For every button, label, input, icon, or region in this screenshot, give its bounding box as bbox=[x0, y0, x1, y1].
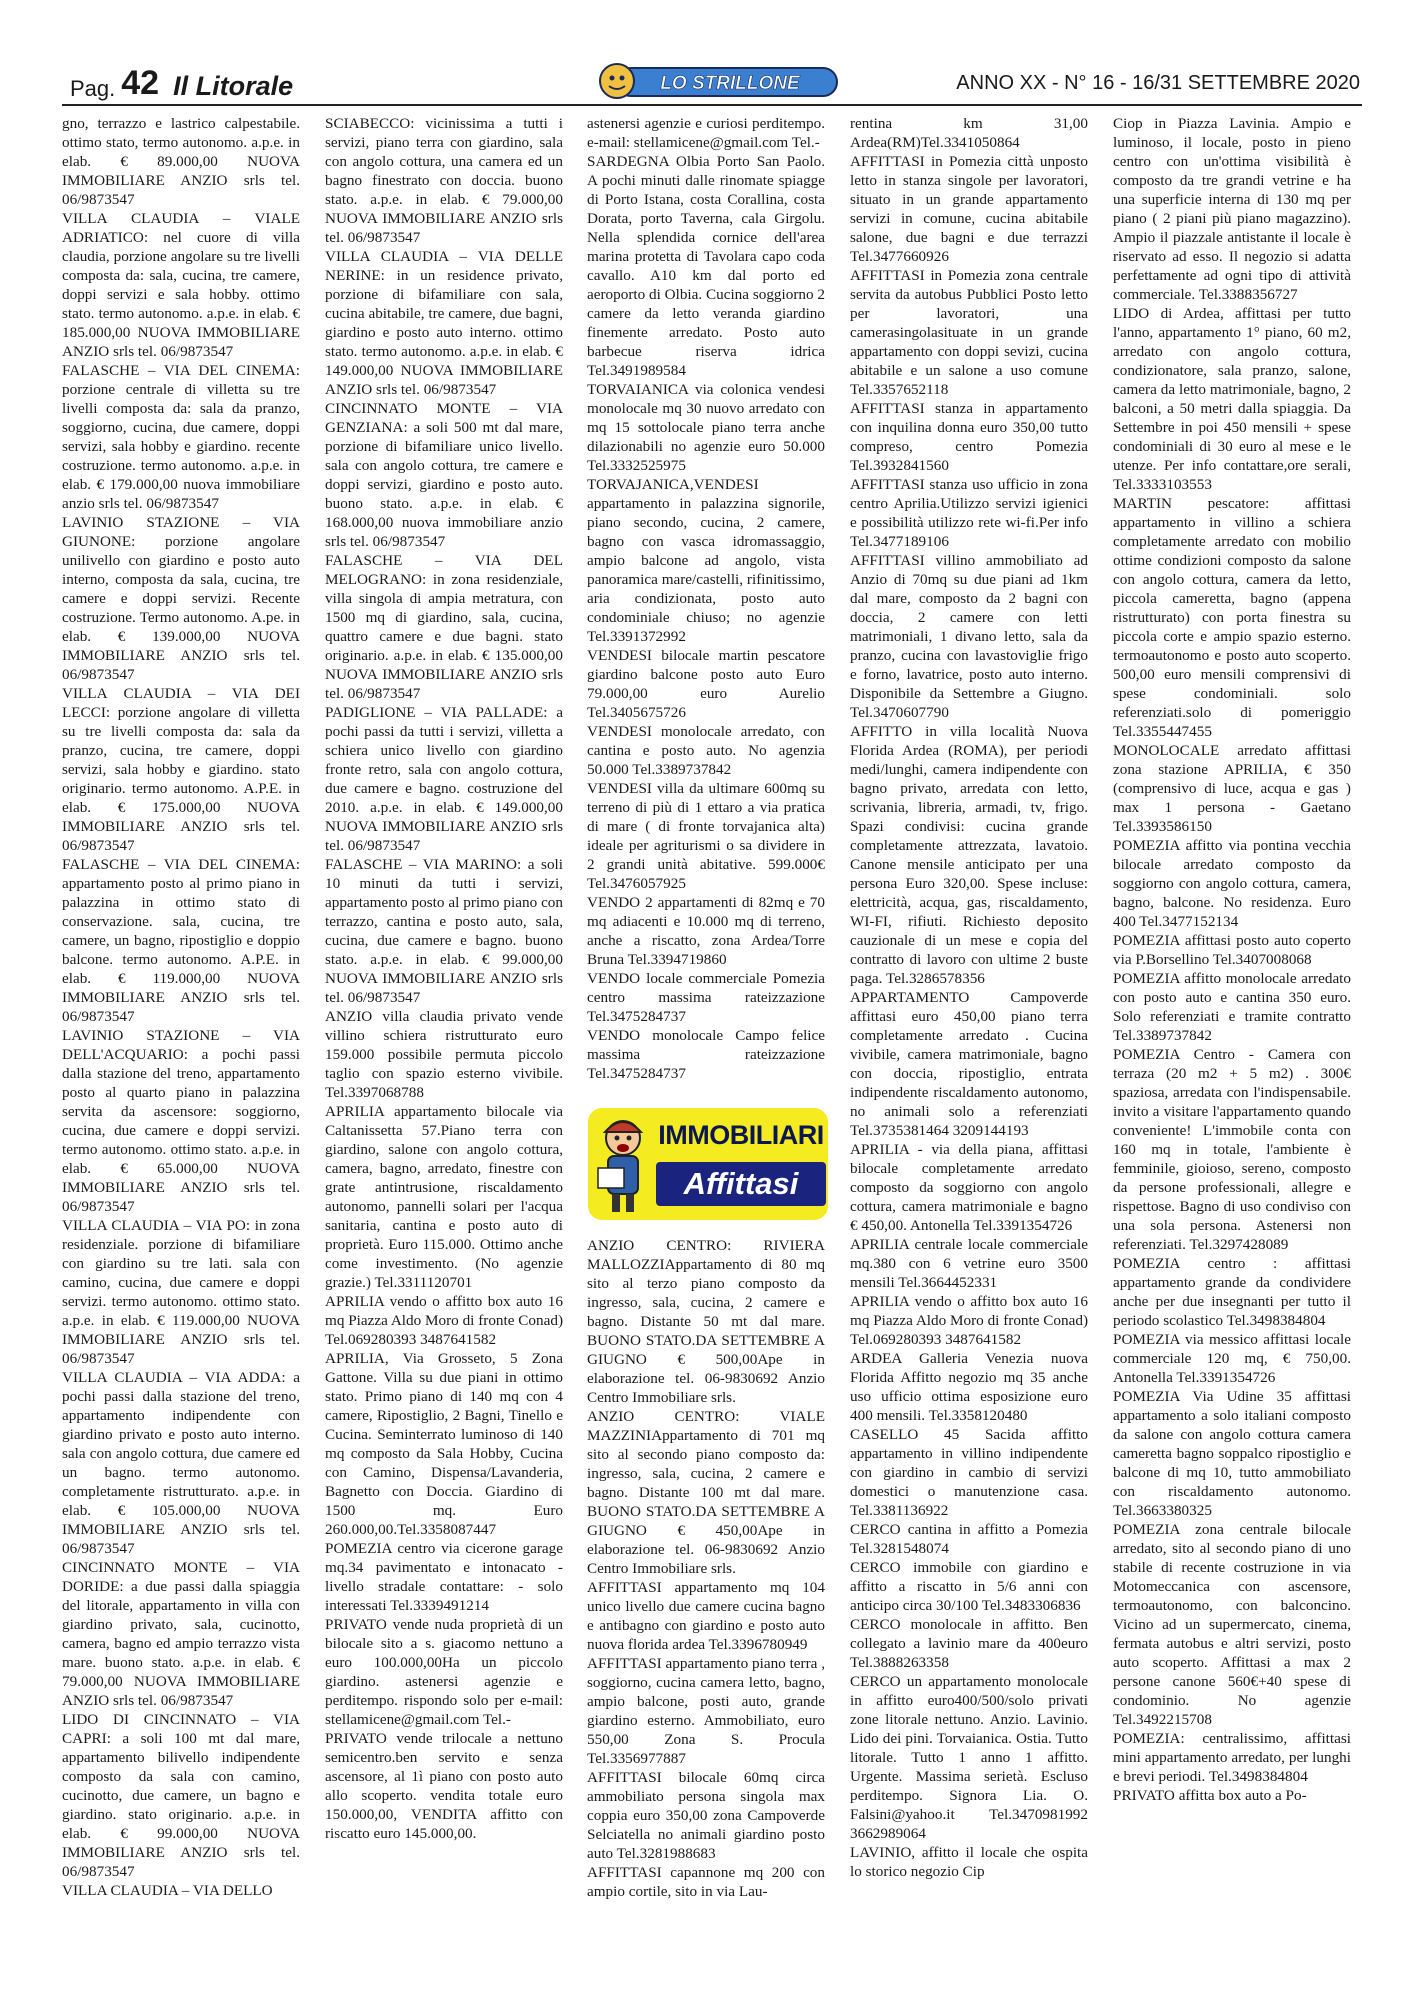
page-label: Pag. bbox=[70, 76, 116, 101]
classified-ad: TORVAJANICA,VENDESI appartamento in palazzina signorile, piano secondo, cucina, 2 camere, bagno con vasca idromassaggio, ampio balcone ad angolo, vista panoramica mare/castelli, rifinitissimo, aria condizionata, posto auto condominiale chiuso; no agenzie Tel.3391372992 bbox=[587, 476, 825, 645]
classified-ad: POMEZIA centro : affittasi appartamento grande da condividere anche per due insegnanti per tutto il periodo scolastico Tel.3498384804 bbox=[1113, 1255, 1351, 1329]
page-header bbox=[70, 62, 1360, 100]
classified-ad: ARDEA Galleria Venezia nuova Florida Affitto negozio mq 35 anche uso ufficio ottima esposizione euro 400 mensili. Tel.3358120480 bbox=[850, 1350, 1088, 1424]
column-4 bbox=[850, 114, 1088, 1881]
classified-ad: APRILIA - via della piana, affittasi bilocale completamente arredato composto da soggiorno con angolo cottura, camera matrimoniale e bagno € 450,00. Antonella Tel.3391354726 bbox=[850, 1141, 1088, 1234]
classified-ad: ANZIO CENTRO: RIVIERA MALLOZZIAppartamento di 80 mq sito al terzo piano composto da ingresso, sala, cucina, 2 camere e bagno. Distante 50 mt dal mare. BUONO STATO.DA SETTEMBRE A GIUGNO € 500,00Ape in elaborazione tel. 06-9830692 Anzio Centro Immobiliare srls. bbox=[587, 1237, 825, 1406]
classified-ad: AFFITTASI villino ammobiliato ad Anzio di 70mq su due piani ad 1km dal mare, composto da 2 bagni con doccia, 2 camere con letti matrimoniali, 1 divano letto, sala da pranzo, cucina con lavastoviglie frigo e forno, lavatrice, posto auto interno. Disponibile da Settembre a Giugno. Tel.3470607790 bbox=[850, 552, 1088, 721]
page-header-left bbox=[70, 62, 293, 100]
classified-ad: Ciop in Piazza Lavinia. Ampio e luminoso, il locale, posto in pieno centro con un'ottima visibilità è composto da tre grandi vetrine e ha una superficie interna di 130 mq per piano ( 2 piani più piano magazzino). Ampio il piazzale antistante il locale è riservato ad esso. Il negozio si adatta perfettamente ad ogni tipo di attività commerciale. Tel.3388356727 bbox=[1113, 115, 1351, 303]
publication-name: Il Litorale bbox=[173, 71, 294, 101]
classified-ad: CERCO monolocale in affitto. Ben collegato a lavinio mare da 400euro Tel.3888263358 bbox=[850, 1616, 1088, 1671]
classified-ad: AFFITTO in villa località Nuova Florida Ardea (ROMA), per periodi medi/lunghi, camera indipendente con bagno privato, arredata con letto, scrivania, libreria, armadi, tv, frigo. Spazi condivisi: cucina grande completamente attrezzata, lavatoio. Canone mensile anticipato per una persona Euro 320,00. Spese incluse: elettricità, acqua, gas, riscaldamento, WI-FI, rifiuti. Richiesto deposito cauzionale di un mese e copia del contratto di lavoro con ultime 2 buste paga. Tel.3286578356 bbox=[850, 723, 1088, 987]
classified-ad: POMEZIA Centro - Camera con terraza (20 m2 + 5 m2) . 300€ spaziosa, arredata con l'indispensabile. invito a visitare l'appartamento quando conveniente! L'immobile conta con 160 mq in totale, l'ambiente è femminile, gioioso, sereno, composto da persone professionali, allegre e rispettose. Bagno di uso condiviso con una sola persona. Astenersi non referenziati. Tel.3297428089 bbox=[1113, 1046, 1351, 1253]
classified-ad: LIDO DI CINCINNATO – VIA CAPRI: a soli 100 mt dal mare, appartamento bilivello indipendente composto da sala con camino, cucinotto, due camere, un bagno e giardino. stato originario. a.p.e. in elab. € 99.000,00 NUOVA IMMOBILIARE ANZIO srls tel. 06/9873547 bbox=[62, 1711, 300, 1880]
classified-ad: FALASCHE – VIA MARINO: a soli 10 minuti da tutti i servizi, appartamento posto al primo piano con terrazzo, cantina e posto auto, sala, cucina, due camere e bagno. buono stato. a.p.e. in elab. € 99.000,00 NUOVA IMMOBILIARE ANZIO srls tel. 06/9873547 bbox=[325, 856, 563, 1006]
classified-ad: VENDESI villa da ultimare 600mq su terreno di più di 1 ettaro a via pratica di mare ( di fronte torvajanica alta) ideale per agriturismi o sa dividere in 2 grandi unità abitative. 599.000€ Tel.3476057925 bbox=[587, 780, 825, 892]
classified-ad: astenersi agenzie e curiosi perditempo. e-mail: stellamicene@gmail.com Tel.- bbox=[587, 115, 825, 151]
classified-ad: VILLA CLAUDIA – VIA ADDA: a pochi passi dalla stazione del treno, appartamento indipendente con giardino privato e posto auto interno. sala con angolo cottura, due camere ed un bagno. termo autonomo. completamente ristrutturato. a.p.e. in elab. € 105.000,00 NUOVA IMMOBILIARE ANZIO srls tel. 06/9873547 bbox=[62, 1369, 300, 1557]
classified-ad: APRILIA vendo o affitto box auto 16 mq Piazza Aldo Moro di fronte Conad) Tel.069280393 3487641582 bbox=[325, 1293, 563, 1348]
column-1 bbox=[62, 114, 300, 1900]
classified-ad: APRILIA appartamento bilocale via Caltanissetta 57.Piano terra con giardino, salone con angolo cottura, camera, bagno, arredato, finestre con grate antintrusione, riscaldamento autonomo, pannelli solari per l'acqua sanitaria, cantina e posto auto di proprietà. Euro 115.000. Ottimo anche come investimento. (No agenzie grazie.) Tel.3311120701 bbox=[325, 1103, 563, 1291]
classified-ad: LIDO di Ardea, affittasi per tutto l'anno, appartamento 1° piano, 60 m2, arredato con angolo cottura, condizionatore, sala pranzo, salone, camera da letto matrimoniale, bagno, 2 balconi, a 50 metri dalla spiaggia. Da Settembre in poi 450 mensili + spese condominiali di 30 euro al mese e le utenze. Per info contattare,ore serali, Tel.3333103553 bbox=[1113, 305, 1351, 493]
classified-ad: AFFITTASI in Pomezia zona centrale servita da autobus Pubblici Posto letto per lavoratori, una camerasingolasituate in un grande appartamento con doppi sevizi, cucina abitabile e un salone a uso comune Tel.3357652118 bbox=[850, 267, 1088, 398]
classified-ad: SCIABECCO: vicinissima a tutti i servizi, piano terra con giardino, sala con angolo cottura, una camera ed un bagno finestrato con doccia. buono stato. a.p.e. in elab. € 79.000,00 NUOVA IMMOBILIARE ANZIO srls tel. 06/9873547 bbox=[325, 115, 563, 246]
immobiliari-affittasi-banner bbox=[588, 1108, 828, 1220]
column-5 bbox=[1113, 114, 1351, 1805]
classified-ad: AFFITTASI bilocale 60mq circa ammobiliato persona singola max coppia euro 350,00 zona Campoverde Selciatella no animali giardino posto auto Tel.3281988683 bbox=[587, 1769, 825, 1862]
classified-ad: TORVAIANICA via colonica vendesi monolocale mq 30 nuovo arredato con mq 15 sottolocale piano terra anche dilazionabili no agenzie euro 50.000 Tel.3332525975 bbox=[587, 381, 825, 474]
classified-ad: LAVINIO STAZIONE – VIA GIUNONE: porzione angolare unilivello con giardino e posto auto interno, composta da sala, cucina, tre camere e doppi servizi. Recente costruzione. Termo autonomo. A.pe. in elab. € 139.000,00 NUOVA IMMOBILIARE ANZIO srls tel. 06/9873547 bbox=[62, 514, 300, 683]
header-rule bbox=[62, 104, 1362, 106]
classified-ad: VENDO locale commerciale Pomezia centro massima rateizzazione Tel.3475284737 bbox=[587, 970, 825, 1025]
classified-ad: PRIVATO affitta box auto a Po- bbox=[1113, 1787, 1307, 1804]
classified-ad: CERCO immobile con giardino e affitto a riscatto in 5/6 anni con anticipo circa 30/100 Tel.3483306836 bbox=[850, 1559, 1088, 1614]
logo-text: LO STRILLONE bbox=[660, 73, 800, 94]
classified-ad: PRIVATO vende nuda proprietà di un bilocale sito a s. giacomo nettuno a euro 100.000,00Ha un piccolo giardino. astenersi agenzie e perditempo. rispondo solo per e-mail: stellamicene@gmail.com Tel.- bbox=[325, 1616, 563, 1728]
classified-ad: VENDO monolocale Campo felice massima rateizzazione Tel.3475284737 bbox=[587, 1027, 825, 1082]
classified-ad: VILLA CLAUDIA – VIA PO: in zona residenziale. porzione di bifamiliare con giardino su tre lati. sala con camino, cucina, due camere e doppi servizi. termo autonomo. ottimo stato. a.p.e. in elab. € 119.000,00 NUOVA IMMOBILIARE ANZIO srls tel. 06/9873547 bbox=[62, 1217, 300, 1367]
issue-info: ANNO XX - N° 16 - 16/31 SETTEMBRE 2020 bbox=[956, 72, 1360, 94]
classified-ad: ANZIO CENTRO: VIALE MAZZINIAppartamento di 701 mq sito al secondo piano composto da: ingresso, sala, cucina, 2 camere e bagno. Distante 100 mt dal mare. BUONO STATO.DA SETTEMBRE A GIUGNO € 450,00Ape in elaborazione tel. 06-9830692 Anzio Centro Immobiliare srls. bbox=[587, 1408, 825, 1577]
classified-ad: gno, terrazzo e lastrico calpestabile. ottimo stato, termo autonomo. a.p.e. in elab. € 89.000,00 NUOVA IMMOBILIARE ANZIO srls tel. 06/9873547 bbox=[62, 115, 300, 208]
column-2 bbox=[325, 114, 563, 1843]
classified-ad: POMEZIA centro via cicerone garage mq.34 pavimentato e intonacato - livello stradale contattare: - solo interessati Tel.3339491214 bbox=[325, 1540, 563, 1614]
classified-ad: CINCINNATO MONTE – VIA GENZIANA: a soli 500 mt dal mare, porzione di bifamiliare unico livello. sala con angolo cottura, tre camere e doppi servizi, giardino e posto auto. buono stato. a.p.e. in elab. € 168.000,00 nuova immobiliare anzio srls tel. 06/9873547 bbox=[325, 400, 563, 550]
classified-ad: APPARTAMENTO Campoverde affittasi euro 450,00 piano terra completamente arredato . Cucina vivibile, camera matrimoniale, bagno con doccia, ripostiglio, entrata indipendente riscaldamento autonomo, no animali solo a referenziati Tel.3735381464 3209144193 bbox=[850, 989, 1088, 1139]
classified-ad: VILLA CLAUDIA – VIA DELLO bbox=[62, 1882, 273, 1899]
classified-ad: POMEZIA: centralissimo, affittasi mini appartamento arredato, per lunghi e brevi periodi. Tel.3498384804 bbox=[1113, 1730, 1351, 1785]
classified-ad: POMEZIA zona centrale bilocale arredato, sito al secondo piano di uno stabile di recente costruzione in via Motomeccanica con ascensore, termoautonomo, con balconcino. Vicino ad un supermercato, cinema, fermata autobus e altri servizi, posto auto scoperto. Affittasi a max 2 persone canone 560€+40 spese di condominio. No agenzie Tel.3492215708 bbox=[1113, 1521, 1351, 1728]
classified-ad: PRIVATO vende trilocale a nettuno semicentro.ben servito e senza ascensore, al 1ì piano con posto auto allo scoperto. vendita totale euro 150.000,00, VENDITA affitto con riscatto euro 145.000,00. bbox=[325, 1730, 563, 1842]
page-number: 42 bbox=[121, 64, 160, 102]
classified-ad: CERCO cantina in affitto a Pomezia Tel.3281548074 bbox=[850, 1521, 1088, 1557]
classified-ad: MARTIN pescatore: affittasi appartamento in villino a schiera completamente arredato con mobilio ottime condizioni composto da salone con angolo cottura, camera da letto, piccola cameretta, bagno (appena ristrutturato) con porta finestra su piccola corte e ampio spazio esterno. termoautonomo e posto auto scoperto. 500,00 euro mensili comprensivi di spese condominiali. solo referenziati.solo di pomeriggio Tel.3355447455 bbox=[1113, 495, 1351, 740]
banner-subtitle: Affittasi bbox=[656, 1162, 826, 1206]
classified-ad: POMEZIA affitto monolocale arredato con posto auto e cantina 350 euro. Solo referenziati e tramite contratto Tel.3389737842 bbox=[1113, 970, 1351, 1044]
classified-ad: VILLA CLAUDIA – VIA DEI LECCI: porzione angolare di villetta su tre livelli composta da: sala da pranzo, cucina, tre camere, doppi servizi, sala hobby e giardino. stato originario. termo autonomo. A.P.E. in elab. € 175.000,00 NUOVA IMMOBILIARE ANZIO srls tel. 06/9873547 bbox=[62, 685, 300, 854]
classified-ad: ANZIO villa claudia privato vende villino schiera ristrutturato euro 159.000 possibile permuta piccolo taglio con spazio esterno vivibile. Tel.3397068788 bbox=[325, 1008, 563, 1101]
classified-ad: FALASCHE – VIA DEL MELOGRANO: in zona residenziale, villa singola di ampia metratura, con 1500 mq di giardino, sala, cucina, quattro camere e due bagni. stato originario. a.p.e. in elab. € 135.000,00 NUOVA IMMOBILIARE ANZIO srls tel. 06/9873547 bbox=[325, 552, 563, 702]
banner-title: IMMOBILIARI bbox=[658, 1120, 824, 1150]
classified-ad: VENDESI bilocale martin pescatore giardino balcone posto auto Euro 79.000,00 euro Aurelio Tel.3405675726 bbox=[587, 647, 825, 721]
classified-ad: MONOLOCALE arredato affittasi zona stazione APRILIA, € 350 (comprensivo di luce, acqua e gas ) max 1 persona - Gaetano Tel.3393586150 bbox=[1113, 742, 1351, 835]
classified-ad: CINCINNATO MONTE – VIA DORIDE: a due passi dalla spiaggia del litorale, appartamento in villa con giardino privato, sala, cucinotto, camera, bagno ed ampio terrazzo vista mare. buono stato. a.p.e. in elab. € 79.000,00 NUOVA IMMOBILIARE ANZIO srls tel. 06/9873547 bbox=[62, 1559, 300, 1709]
classified-ad: AFFITTASI appartamento piano terra , soggiorno, cucina camera letto, bagno, ampio balcone, posti auto, grande giardino esterno. Ammobiliato, euro 550,00 Zona S. Procula Tel.3356977887 bbox=[587, 1655, 825, 1767]
classified-ad: rentina km 31,00 Ardea(RM)Tel.3341050864 bbox=[850, 115, 1088, 151]
classified-ad: APRILIA vendo o affitto box auto 16 mq Piazza Aldo Moro di fronte Conad) Tel.069280393 3487641582 bbox=[850, 1293, 1088, 1348]
classified-ad: AFFITTASI stanza uso ufficio in zona centro Aprilia.Utilizzo servizi igienici e possibilità utilizzo rete wi-fi.Per info Tel.3477189106 bbox=[850, 476, 1088, 550]
classified-ad: AFFITTASI appartamento mq 104 unico livello due camere cucina bagno e antibagno con giardino e posto auto nuova florida ardea Tel.3396780949 bbox=[587, 1579, 825, 1653]
lo-strillone-logo bbox=[595, 62, 840, 100]
classified-ad: POMEZIA via messico affittasi locale commerciale 120 mq, € 750,00. Antonella Tel.3391354726 bbox=[1113, 1331, 1351, 1386]
classified-ad: POMEZIA affitto via pontina vecchia bilocale arredato composto da soggiorno con angolo cottura, camera, bagno, balcone. No residenza. Euro 400 Tel.3477152134 bbox=[1113, 837, 1351, 930]
classified-ad: LAVINIO STAZIONE – VIA DELL'ACQUARIO: a pochi passi dalla stazione del treno, appartamento posto al quarto piano in palazzina servita da ascensore: soggiorno, cucina, due camere e doppi servizi. termo autonomo. ottimo stato. a.p.e. in elab. € 65.000,00 NUOVA IMMOBILIARE ANZIO srls tel. 06/9873547 bbox=[62, 1027, 300, 1215]
classified-ad: CASELLO 45 Sacida affitto appartamento in villino indipendente con giardino in cambio di servizi domestici o manutenzione casa. Tel.3381136922 bbox=[850, 1426, 1088, 1519]
classified-ad: SARDEGNA Olbia Porto San Paolo. A pochi minuti dalle rinomate spiagge di Porto Istana, costa Corallina, costa Dorata, porto Taverna, cala Girgolu. Nella splendida cornice dell'area marina protetta di Tavolara capo coda cavallo. A10 km dal porto ed aeroporto di Olbia. Cucina soggiorno 2 camere da letto veranda giardino finemente arredato. Posto auto barbecue riserva idrica Tel.3491989584 bbox=[587, 153, 825, 379]
classified-ad: APRILIA centrale locale commerciale mq.380 con 6 vetrine euro 3500 mensili Tel.3664452331 bbox=[850, 1236, 1088, 1291]
newsboy-cartoon-icon bbox=[592, 1112, 654, 1216]
classified-ad: AFFITTASI stanza in appartamento con inquilina donna euro 350,00 tutto compreso, centro Pomezia Tel.3932841560 bbox=[850, 400, 1088, 474]
classified-ad: VILLA CLAUDIA – VIALE ADRIATICO: nel cuore di villa claudia, porzione angolare su tre livelli composta da: sala, cucina, tre camere, doppi servizi e sala hobby. ottimo stato. termo autonomo. a.p.e. in elab. € 185.000,00 NUOVA IMMOBILIARE ANZIO srls tel. 06/9873547 bbox=[62, 210, 300, 360]
classified-ad: AFFITTASI capannone mq 200 con ampio cortile, sito in via Lau- bbox=[587, 1864, 825, 1900]
classified-ad: CERCO un appartamento monolocale in affitto euro400/500/solo privati zone litorale nettuno. Anzio. Lavinio. Lido dei pini. Torvaianica. Ostia. Tutto litorale. Tutto 1 anno 1 affitto. Urgente. Massima serietà. Escluso perditempo. Signora Lia. O. Falsini@yahoo.it Tel.3470981992 3662989064 bbox=[850, 1673, 1088, 1842]
classified-ad: POMEZIA Via Udine 35 affittasi appartamento a solo italiani composto da salone con angolo cottura camera cameretta bagno soppalco ripostiglio e balcone di mq 10, tutto ammobiliato con riscaldamento autonomo. Tel.3663380325 bbox=[1113, 1388, 1351, 1519]
classified-ad: APRILIA, Via Grosseto, 5 Zona Gattone. Villa su due piani in ottimo stato. Primo piano di 140 mq con 4 camere, Ripostiglio, 2 Bagni, Tinello e Cucina. Seminterrato luminoso di 140 mq composto da Sala Hobby, Cucina con Camino, Dispensa/Lavanderia, Bagnetto con Doccia. Giardino di 1500 mq. Euro 260.000,00.Tel.3358087447 bbox=[325, 1350, 563, 1538]
classified-ad: POMEZIA affittasi posto auto coperto via P.Borsellino Tel.3407008068 bbox=[1113, 932, 1351, 968]
classified-ad: LAVINIO, affitto il locale che ospita lo storico negozio Cip bbox=[850, 1844, 1088, 1880]
classified-ad: VILLA CLAUDIA – VIA DELLE NERINE: in un residence privato, porzione di bifamiliare con sala, cucina abitabile, tre camere, due bagni, giardino e posto auto interno. ottimo stato. termo autonomo. a.p.e. in elab. € 149.000,00 NUOVA IMMOBILIARE ANZIO srls tel. 06/9873547 bbox=[325, 248, 563, 398]
classified-ad: AFFITTASI in Pomezia città unposto letto in stanza singole per lavoratori, situato in un grande appartamento servizi in comune, cucina abitabile salone, due bagni e due terrazzi Tel.3477660926 bbox=[850, 153, 1088, 265]
column-3-lower bbox=[587, 1236, 825, 1901]
classified-ad: FALASCHE – VIA DEL CINEMA: appartamento posto al primo piano in palazzina in ottimo stato di conservazione. sala, cucina, tre camere, un bagno, ripostiglio e doppio balcone. termo autonomo. A.P.E. in elab. € 119.000,00 NUOVA IMMOBILIARE ANZIO srls tel. 06/9873547 bbox=[62, 856, 300, 1025]
column-3 bbox=[587, 114, 825, 1083]
classified-ad: VENDO 2 appartamenti di 82mq e 70 mq adiacenti e 10.000 mq di terreno, anche a riscatto, zona Ardea/Torre Bruna Tel.3394719860 bbox=[587, 894, 825, 968]
classified-ad: FALASCHE – VIA DEL CINEMA: porzione centrale di villetta su tre livelli composta da: sala da pranzo, soggiorno, cucina, due camere, doppi servizi, sala hobby e giardino. recente costruzione. termo autonomo. a.p.e. in elab. € 179.000,00 nuova immobiliare anzio srls tel. 06/9873547 bbox=[62, 362, 300, 512]
classified-ad: VENDESI monolocale arredato, con cantina e posto auto. No agenzia 50.000 Tel.3389737842 bbox=[587, 723, 825, 778]
classified-ad: PADIGLIONE – VIA PALLADE: a pochi passi da tutti i servizi, villetta a schiera unico livello con giardino fronte retro, sala con angolo cottura, due camere e bagno. costruzione del 2010. a.p.e. in elab. € 149.000,00 NUOVA IMMOBILIARE ANZIO srls tel. 06/9873547 bbox=[325, 704, 563, 854]
